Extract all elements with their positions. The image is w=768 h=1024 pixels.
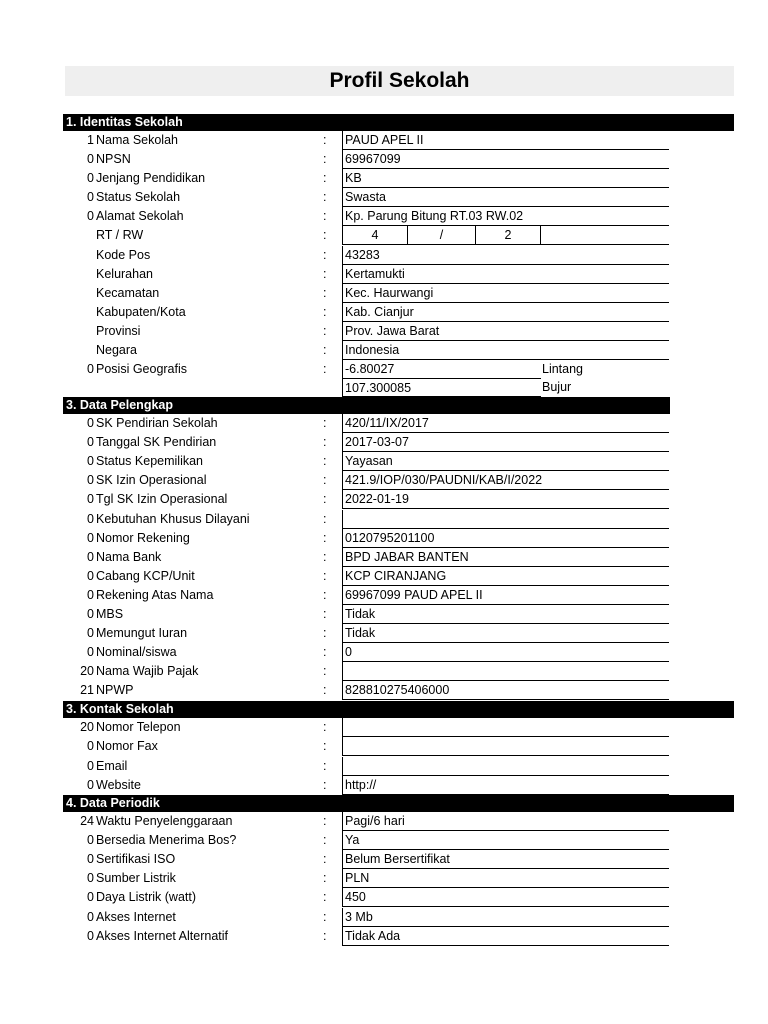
field-value[interactable]: PAUD APEL II (342, 131, 669, 150)
pelengkap-row (0, 605, 768, 624)
row-posisi-lintang (0, 360, 768, 379)
field-value[interactable] (342, 718, 669, 737)
field-label: Kebutuhan Khusus Dilayani (96, 511, 250, 526)
periodik-row (0, 850, 768, 869)
field-label: RT / RW (96, 228, 144, 242)
field-value[interactable] (342, 757, 669, 776)
row-number: 0 (87, 511, 94, 526)
field-value[interactable]: 0 (342, 643, 669, 662)
colon: : (323, 171, 327, 185)
colon: : (323, 739, 327, 754)
field-value[interactable]: 69967099 (342, 150, 669, 169)
latitude-value[interactable]: -6.80027 (342, 360, 541, 379)
row-provinsi (0, 322, 768, 341)
kontak-row (0, 776, 768, 795)
section-pelengkap-header: 3. Data Pelengkap (63, 397, 670, 414)
colon: : (323, 645, 327, 660)
field-label: Provinsi (96, 324, 141, 338)
field-label: Alamat Sekolah (96, 209, 184, 223)
row-number: 0 (87, 928, 94, 943)
colon: : (323, 568, 327, 583)
longitude-label: Bujur (542, 380, 572, 394)
row-number: 0 (87, 607, 94, 621)
row-number: 0 (87, 852, 94, 867)
row-number: 0 (87, 739, 94, 754)
row-number: 0 (87, 833, 94, 848)
colon: : (323, 833, 327, 848)
row-number: 0 (87, 530, 94, 545)
colon: : (323, 324, 327, 338)
field-label: Akses Internet Alternatif (96, 928, 229, 943)
field-label: Nominal/siswa (96, 645, 177, 660)
field-value[interactable]: Kec. Haurwangi (342, 284, 669, 303)
field-value[interactable]: BPD JABAR BANTEN (342, 548, 669, 567)
field-label: Tanggal SK Pendirian (96, 435, 217, 450)
colon: : (323, 248, 327, 262)
rt-value[interactable]: 4 (342, 226, 407, 245)
field-label: Email (96, 758, 128, 773)
field-value[interactable]: Kab. Cianjur (342, 303, 669, 322)
row-number: 0 (87, 758, 94, 773)
pelengkap-row (0, 452, 768, 471)
field-label: Nomor Rekening (96, 530, 190, 545)
field-value[interactable]: 2017-03-07 (342, 433, 669, 452)
row-alamat (0, 207, 768, 226)
row-npsn (0, 150, 768, 169)
row-number: 0 (87, 777, 94, 792)
rt-rw-separator: / (407, 226, 475, 245)
field-label: Sumber Listrik (96, 871, 176, 886)
field-label: Kecamatan (96, 286, 160, 300)
field-value[interactable]: 828810275406000 (342, 681, 669, 700)
row-number: 0 (87, 416, 94, 430)
kontak-row (0, 718, 768, 737)
periodik-row (0, 831, 768, 850)
colon: : (323, 683, 327, 698)
row-number: 0 (87, 890, 94, 905)
kontak-row (0, 737, 768, 756)
field-label: SK Izin Operasional (96, 473, 207, 488)
field-label: Cabang KCP/Unit (96, 568, 195, 583)
colon: : (323, 190, 327, 204)
field-label: Status Kepemilikan (96, 454, 204, 469)
colon: : (323, 777, 327, 792)
pelengkap-row (0, 681, 768, 700)
pelengkap-row (0, 510, 768, 529)
section-identitas-header: 1. Identitas Sekolah (63, 114, 734, 131)
colon: : (323, 473, 327, 488)
field-value[interactable]: Kertamukti (342, 265, 669, 284)
row-number: 0 (87, 626, 94, 641)
colon: : (323, 152, 327, 166)
colon: : (323, 928, 327, 943)
row-number: 0 (87, 435, 94, 450)
colon: : (323, 890, 327, 905)
field-value[interactable]: Pagi/6 hari (342, 812, 669, 831)
row-number: 20 (80, 720, 94, 734)
row-number: 24 (80, 814, 94, 828)
colon: : (323, 454, 327, 469)
periodik-row (0, 927, 768, 946)
row-number: 0 (87, 473, 94, 488)
colon: : (323, 228, 327, 242)
field-label: Kode Pos (96, 248, 151, 262)
row-number: 0 (87, 568, 94, 583)
colon: : (323, 664, 327, 679)
colon: : (323, 587, 327, 602)
pelengkap-row (0, 490, 768, 509)
field-value[interactable]: 3 Mb (342, 908, 669, 927)
periodik-row (0, 812, 768, 831)
row-number: 0 (87, 362, 94, 376)
colon: : (323, 305, 327, 319)
colon: : (323, 492, 327, 507)
field-value[interactable]: Kp. Parung Bitung RT.03 RW.02 (342, 207, 669, 226)
field-label: Nomor Telepon (96, 720, 181, 734)
row-number: 0 (87, 549, 94, 564)
kontak-row (0, 757, 768, 776)
field-value[interactable]: 43283 (342, 246, 669, 265)
field-value[interactable]: 421.9/IOP/030/PAUDNI/KAB/I/2022 (342, 471, 669, 490)
field-value[interactable]: 450 (342, 888, 669, 907)
field-label: Nama Bank (96, 549, 162, 564)
colon: : (323, 286, 327, 300)
field-label: Jenjang Pendidikan (96, 171, 206, 185)
section-periodik-header: 4. Data Periodik (63, 795, 734, 812)
colon: : (323, 626, 327, 641)
field-label: Daya Listrik (watt) (96, 890, 197, 905)
field-value[interactable]: http:// (342, 776, 669, 795)
row-number: 0 (87, 190, 94, 204)
colon: : (323, 758, 327, 773)
field-value[interactable]: PLN (342, 869, 669, 888)
field-value[interactable]: Swasta (342, 188, 669, 207)
row-kelurahan (0, 265, 768, 284)
longitude-value[interactable]: 107.300085 (342, 378, 541, 397)
colon: : (323, 720, 327, 734)
row-kode-pos (0, 246, 768, 265)
field-value[interactable]: Belum Bersertifikat (342, 850, 669, 869)
pelengkap-row (0, 662, 768, 681)
field-label: Bersedia Menerima Bos? (96, 833, 237, 848)
row-number: 1 (87, 133, 94, 147)
rt-rw-blank (540, 226, 669, 245)
row-number: 20 (80, 664, 94, 679)
field-label: NPWP (96, 683, 134, 698)
colon: : (323, 909, 327, 924)
field-label: Kelurahan (96, 267, 153, 281)
field-label: Tgl SK Izin Operasional (96, 492, 228, 507)
field-label: Waktu Penyelenggaraan (96, 814, 233, 828)
field-value[interactable]: Ya (342, 831, 669, 850)
row-number: 21 (80, 683, 94, 698)
pelengkap-row (0, 548, 768, 567)
colon: : (323, 209, 327, 223)
periodik-row (0, 869, 768, 888)
field-label: Posisi Geografis (96, 362, 188, 376)
row-kecamatan (0, 284, 768, 303)
row-posisi-bujur (0, 378, 768, 397)
field-label: Nama Sekolah (96, 133, 178, 147)
field-value[interactable]: KCP CIRANJANG (342, 567, 669, 586)
field-value[interactable]: 2022-01-19 (342, 490, 669, 509)
colon: : (323, 133, 327, 147)
field-label: Rekening Atas Nama (96, 587, 214, 602)
pelengkap-row (0, 586, 768, 605)
colon: : (323, 530, 327, 545)
row-number: 0 (87, 152, 94, 166)
row-number: 0 (87, 909, 94, 924)
colon: : (323, 511, 327, 526)
field-label: NPSN (96, 152, 131, 166)
pelengkap-row (0, 529, 768, 548)
page-title: Profil Sekolah (65, 66, 734, 96)
row-number: 0 (87, 209, 94, 223)
field-value[interactable]: Yayasan (342, 452, 669, 471)
field-value[interactable]: KB (342, 169, 669, 188)
latitude-label: Lintang (542, 362, 584, 376)
field-label: Website (96, 777, 141, 792)
pelengkap-row (0, 624, 768, 643)
colon: : (323, 814, 327, 828)
field-label: Negara (96, 343, 137, 357)
field-value[interactable]: Tidak Ada (342, 927, 669, 946)
colon: : (323, 607, 327, 621)
field-label: MBS (96, 607, 124, 621)
field-label: Status Sekolah (96, 190, 181, 204)
field-label: Memungut Iuran (96, 626, 188, 641)
field-value[interactable]: 69967099 PAUD APEL II (342, 586, 669, 605)
colon: : (323, 416, 327, 430)
field-value[interactable] (342, 737, 669, 756)
field-value[interactable]: Tidak (342, 605, 669, 624)
field-value[interactable]: 420/11/IX/2017 (342, 414, 669, 433)
row-rt-rw (0, 226, 768, 245)
pelengkap-row (0, 567, 768, 586)
field-label: Akses Internet (96, 909, 176, 924)
row-status-sekolah (0, 188, 768, 207)
row-number: 0 (87, 871, 94, 886)
row-negara (0, 341, 768, 360)
colon: : (323, 362, 327, 376)
row-number: 0 (87, 645, 94, 660)
colon: : (323, 871, 327, 886)
pelengkap-row (0, 414, 768, 433)
colon: : (323, 549, 327, 564)
field-label: Nama Wajib Pajak (96, 664, 199, 679)
colon: : (323, 267, 327, 281)
colon: : (323, 435, 327, 450)
field-value[interactable]: Prov. Jawa Barat (342, 322, 669, 341)
row-number: 0 (87, 171, 94, 185)
rw-value[interactable]: 2 (475, 226, 540, 245)
pelengkap-row (0, 433, 768, 452)
field-label: Kabupaten/Kota (96, 305, 186, 319)
row-jenjang (0, 169, 768, 188)
row-nama-sekolah (0, 131, 768, 150)
section-kontak-header: 3. Kontak Sekolah (63, 701, 734, 718)
row-number: 0 (87, 492, 94, 507)
field-value[interactable] (342, 662, 669, 681)
pelengkap-row (0, 471, 768, 490)
colon: : (323, 852, 327, 867)
field-label: Sertifikasi ISO (96, 852, 176, 867)
row-number: 0 (87, 587, 94, 602)
row-number: 0 (87, 454, 94, 469)
periodik-row (0, 908, 768, 927)
row-kabupaten (0, 303, 768, 322)
field-value[interactable]: Indonesia (342, 341, 669, 360)
periodik-row (0, 888, 768, 907)
colon: : (323, 343, 327, 357)
field-label: Nomor Fax (96, 739, 158, 754)
pelengkap-row (0, 643, 768, 662)
field-label: SK Pendirian Sekolah (96, 416, 218, 430)
field-value[interactable] (342, 510, 669, 529)
field-value[interactable]: 0120795201100 (342, 529, 669, 548)
field-value[interactable]: Tidak (342, 624, 669, 643)
